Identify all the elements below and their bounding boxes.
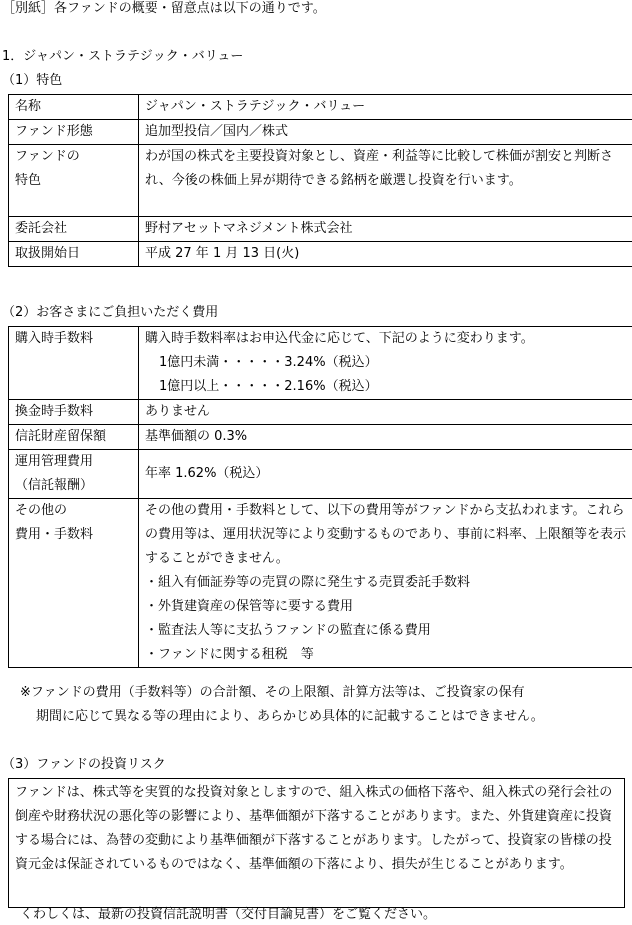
management-fee-label-line1: 運用管理費用 [15,454,94,469]
management-fee-label-line2: （信託報酬） [15,478,94,493]
intro-text: ［別紙］各ファンドの概要・留意点は以下の通りです。 [2,1,326,16]
purchase-fee-label: 購入時手数料 [9,327,139,400]
cost-note-line2: 期間に応じて異なる等の理由により、あらかじめ具体的に記載することはできません。 [36,709,544,724]
table-row [9,145,632,217]
section-costs-heading: （2）お客さまにご負担いただく費用 [2,305,219,320]
other-fee-label-line1: その他の [15,503,68,518]
feature-label-start-date: 取扱開始日 [9,242,139,267]
table-row [9,327,632,400]
other-fee-item-3: ・監査法人等に支払うファンドの監査に係る費用 [145,623,431,638]
table-row [9,120,632,145]
table-row [9,499,632,668]
reserve-value: 基準価額の 0.3% [139,425,632,450]
feature-value-company: 野村アセットマネジメント株式会社 [139,217,632,242]
fund-heading: 1．ジャパン・ストラテジック・バリュー [2,49,244,64]
section-features-heading: （1）特色 [2,73,63,88]
feature-value-start-date: 平成 27 年 1 月 13 日(火) [139,242,632,267]
management-fee-label [9,450,139,499]
feature-label-name: 名称 [9,95,139,120]
management-fee-value: 年率 1.62%（税込） [139,450,632,499]
features-table [8,94,632,267]
other-fee-item-2: ・外貨建資産の保管等に要する費用 [145,599,354,614]
table-row [9,95,632,120]
cost-note-line1: ※ファンドの費用（手数料等）の合計額、その上限額、計算方法等は、ご投資家の保有 [20,685,525,700]
other-fee-label [9,499,139,668]
feature-value-characteristics: わが国の株式を主要投資対象とし、資産・利益等に比較して株価が割安と判断され、今後の株価上昇が期待できる銘柄を厳選し投資を行います。 [139,145,632,217]
redemption-fee-value: ありません [139,400,632,425]
feature-value-type: 追加型投信／国内／株式 [139,120,632,145]
risk-box: ファンドは、株式等を実質的な投資対象としますので、組入株式の価格下落や、組入株式の発行会社の倒産や財務状況の悪化等の影響により、基準価額が下落することがあります。また、外貨建資産に投資する場合には、為替の変動により基準価額が下落することがあります。したがって、投資家の皆様の投資元金は保証されているものではなく、基準価額の下落により、損失が生じることがあります。 [8,778,625,908]
other-fee-item-1: ・組入有価証券等の売買の際に発生する売買委託手数料 [145,575,471,590]
table-row [9,242,632,267]
other-fee-text: その他の費用・手数料として、以下の費用等がファンドから支払われます。これらの費用等は、運用状況等により変動するものであり、事前に料率、上限額等を表示することができません。 [145,503,627,566]
table-row [9,400,632,425]
purchase-fee-tier-1: 1億円未満・・・・・3.24%（税込） [159,355,378,370]
redemption-fee-label: 換金時手数料 [9,400,139,425]
feature-label-company: 委託会社 [9,217,139,242]
purchase-fee-tier-2: 1億円以上・・・・・2.16%（税込） [159,379,378,394]
reserve-label: 信託財産留保額 [9,425,139,450]
feature-label-type: ファンド形態 [9,120,139,145]
section-risk-heading: （3）ファンドの投資リスク [2,757,166,772]
feature-value-name: ジャパン・ストラテジック・バリュー [139,95,632,120]
other-fee-cell [139,499,632,668]
purchase-fee-cell [139,327,632,400]
costs-table [8,326,632,668]
table-row [9,425,632,450]
table-row [9,217,632,242]
purchase-fee-text: 購入時手数料率はお申込代金に応じて、下記のように変わります。 [145,331,534,346]
other-fee-label-line2: 費用・手数料 [15,527,94,542]
risk-footer: くわしくは、最新の投資信託説明書（交付目論見書）をご覧ください。 [20,907,437,922]
table-row [9,450,632,499]
feature-label-characteristics: ファンドの特色 [9,145,139,217]
other-fee-item-4: ・ファンドに関する租税 等 [145,647,314,662]
